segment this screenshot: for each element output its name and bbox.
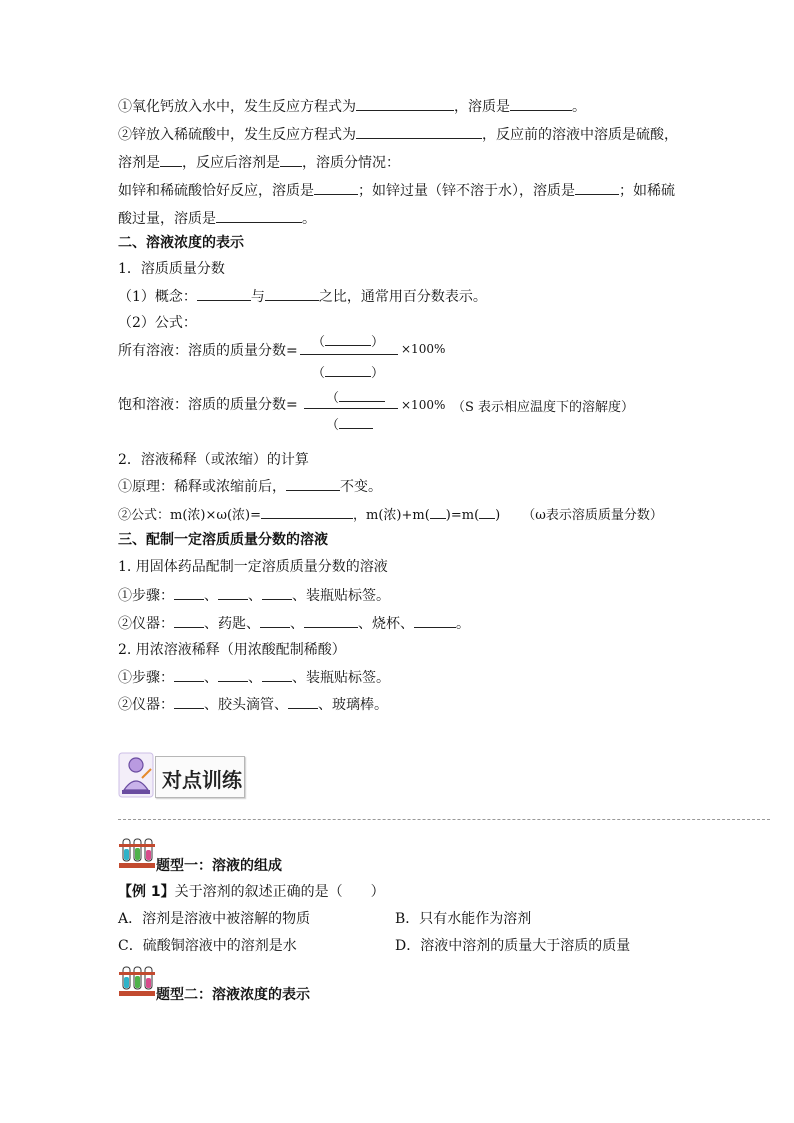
text: ②仪器： [118, 616, 174, 632]
answer-blank [414, 613, 456, 628]
line-solvent [118, 152, 400, 173]
paren: （ [326, 391, 340, 406]
text: 。 [456, 616, 470, 632]
subheading-dilute: 2. 用浓溶液稀释（用浓酸配制稀酸） [118, 642, 346, 658]
answer-blank [288, 694, 318, 709]
text: ①步骤： [118, 588, 174, 604]
text: （ω表示溶质质量分数） [522, 508, 663, 523]
answer-blank [575, 180, 619, 195]
subheading-mass-fraction: 1．溶质质量分数 [118, 261, 225, 277]
answer-blank [304, 613, 358, 628]
practice-banner [118, 752, 244, 800]
all-solution-label: 所有溶液：溶质的质量分数= [118, 343, 298, 359]
line-formula-label: （2）公式： [118, 315, 197, 331]
answer-blank [479, 504, 495, 519]
paren: （ [312, 335, 326, 350]
question-type-1 [118, 836, 418, 874]
text: 。 [572, 99, 586, 115]
text: ；如锌过量（锌不溶于水），溶质是 [358, 183, 575, 199]
option-d[interactable]: D．溶液中溶剂的质量大于溶质的质量 [395, 938, 631, 954]
question-type-title: 题型一：溶液的组成 [156, 858, 282, 874]
answer-blank [262, 667, 292, 682]
paren: ） [371, 335, 385, 350]
answer-blank [216, 208, 302, 223]
answer-blank [260, 613, 290, 628]
text: ①步骤： [118, 670, 174, 686]
answer-blank [325, 366, 371, 377]
answer-blank [356, 124, 482, 139]
section-heading-2: 二、溶液浓度的表示 [118, 235, 244, 251]
line-principle [118, 476, 382, 497]
question-type-title: 题型二：溶液浓度的表示 [156, 987, 310, 1003]
text: 不变。 [340, 479, 382, 495]
answer-blank [218, 667, 248, 682]
text: 、装瓶贴标签。 [292, 670, 390, 686]
answer-blank [261, 504, 353, 519]
text: ，m(浓)+m( [353, 508, 430, 523]
text: ①原理：稀释或浓缩前后， [118, 479, 286, 495]
times-100: ×100% [401, 342, 446, 356]
example-question [118, 882, 385, 902]
test-tubes-icon [118, 836, 156, 874]
text: 、 [204, 670, 218, 686]
section-heading-3: 三、配制一定溶质质量分数的溶液 [118, 532, 328, 548]
solubility-note: （S 表示相应温度下的溶解度） [452, 400, 635, 415]
text: 、烧杯、 [358, 616, 414, 632]
test-tubes-icon [118, 964, 156, 1002]
fraction-bar [300, 354, 398, 355]
text: ，反应后溶剂是 [182, 155, 280, 171]
text: ②仪器： [118, 697, 174, 713]
option-c[interactable]: C．硫酸铜溶液中的溶剂是水 [118, 938, 297, 954]
text: 、 [248, 670, 262, 686]
question-type-2 [118, 964, 418, 1003]
text: （1）概念： [118, 289, 197, 305]
teacher-icon [118, 752, 154, 798]
paren: （ [312, 366, 326, 381]
answer-blank [197, 286, 251, 301]
divider [118, 819, 770, 820]
text: 、 [248, 588, 262, 604]
text: 。 [302, 211, 316, 227]
line-steps-2 [118, 667, 390, 688]
times-100: ×100% [401, 398, 446, 412]
answer-blank [174, 585, 204, 600]
banner-title: 对点训练 [162, 768, 242, 792]
answer-blank [262, 585, 292, 600]
option-b[interactable]: B．只有水能作为溶剂 [395, 911, 532, 927]
subheading-dilution: 2．溶液稀释（或浓缩）的计算 [118, 452, 309, 468]
answer-blank [174, 694, 204, 709]
fraction-bar [304, 408, 398, 409]
line-cao [118, 96, 586, 117]
answer-blank [160, 152, 182, 167]
text: 与 [250, 289, 265, 305]
text: ①氧化钙放入水中，发生反应方程式为 [118, 99, 356, 115]
example-tag: 【例 1】 [118, 884, 175, 900]
answer-blank [314, 180, 358, 195]
line-acid-excess [118, 208, 316, 229]
answer-blank [265, 286, 319, 301]
numerator [312, 331, 384, 350]
text: 、 [290, 616, 304, 632]
line-cases [118, 180, 675, 201]
text: 、玻璃棒。 [318, 697, 388, 713]
text: 溶剂是 [118, 155, 160, 171]
text: 如锌和稀硫酸恰好反应，溶质是 [118, 183, 314, 199]
text: ；如稀硫 [619, 183, 675, 199]
question-stem: 关于溶剂的叙述正确的是（ ） [174, 884, 385, 900]
line-zn [118, 124, 678, 145]
denominator [312, 362, 384, 381]
paren: ） [371, 366, 385, 381]
text: 、 [204, 588, 218, 604]
answer-blank [339, 391, 385, 402]
text: 酸过量，溶质是 [118, 211, 216, 227]
answer-blank [510, 96, 572, 111]
text: ，反应前的溶液中溶质是硫酸， [482, 127, 678, 143]
banner-title-box [155, 756, 245, 798]
text: ②锌放入稀硫酸中，发生反应方程式为 [118, 127, 356, 143]
line-steps-1 [118, 585, 390, 606]
line-instruments-2 [118, 694, 388, 715]
text: 之比，通常用百分数表示。 [318, 289, 487, 305]
text: )=m( [445, 508, 480, 523]
paren: （ [326, 418, 340, 433]
text: ，溶质分情况： [302, 155, 400, 171]
answer-blank [218, 585, 248, 600]
text: ，溶质是 [454, 99, 510, 115]
subheading-solid: 1. 用固体药品配制一定溶质质量分数的溶液 [118, 559, 388, 575]
answer-blank [174, 667, 204, 682]
answer-blank [325, 335, 371, 346]
text: ②公式：m(浓)×ω(浓)= [118, 508, 262, 523]
text: 、装瓶贴标签。 [292, 588, 390, 604]
numerator [326, 387, 385, 406]
answer-blank [339, 418, 373, 429]
saturated-solution-label: 饱和溶液：溶质的质量分数= [118, 397, 298, 413]
answer-blank [286, 476, 340, 491]
text: 、胶头滴管、 [204, 697, 288, 713]
answer-blank [280, 152, 302, 167]
answer-blank [356, 96, 454, 111]
answer-blank [174, 613, 204, 628]
answer-blank [430, 504, 446, 519]
denominator [326, 414, 373, 433]
line-instruments-1 [118, 613, 470, 634]
text: 、药匙、 [204, 616, 260, 632]
option-a[interactable]: A．溶剂是溶液中被溶解的物质 [118, 911, 311, 927]
line-dilution-formula [118, 504, 663, 526]
line-concept [118, 286, 487, 307]
text: ) [495, 508, 501, 523]
